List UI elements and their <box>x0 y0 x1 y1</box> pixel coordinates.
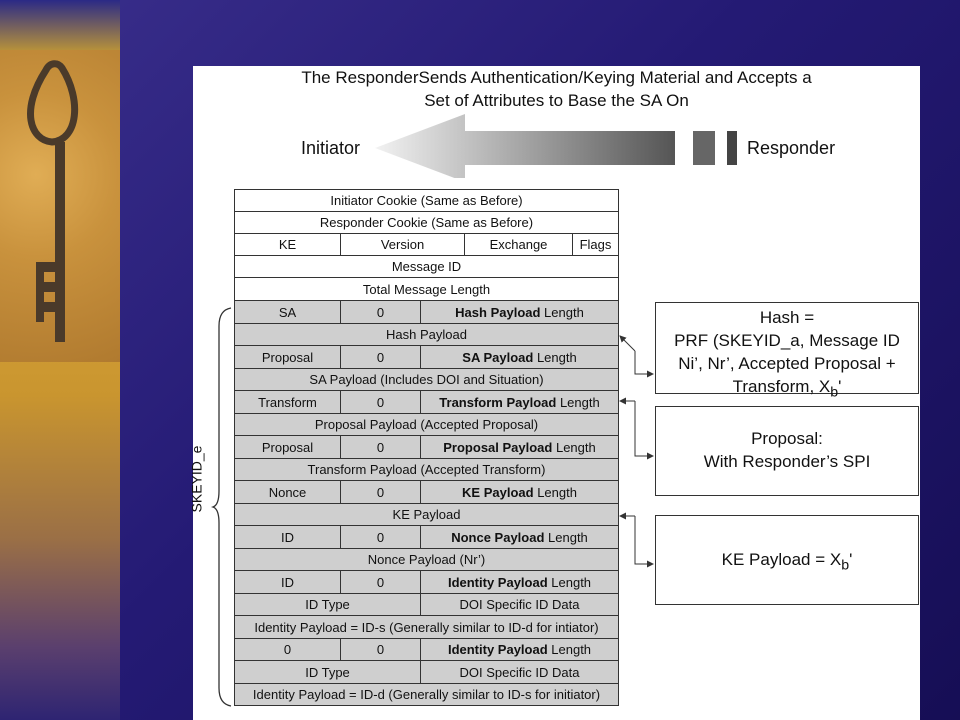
table-row <box>234 503 618 525</box>
table-row <box>234 413 618 435</box>
hash-line-4 <box>656 375 918 404</box>
cell-bold-text: Identity Payload <box>447 642 548 657</box>
table-cell: Proposal <box>234 345 341 369</box>
table-cell <box>420 345 619 369</box>
table-cell <box>420 480 619 504</box>
table-cell: KE Payload <box>234 503 619 526</box>
table-cell: SA <box>234 300 341 324</box>
key-photo <box>0 50 120 362</box>
title-line-2: Set of Attributes to Base the SA On <box>424 91 689 110</box>
table-cell: DOI Specific ID Data <box>420 593 619 616</box>
cell-bold-text: Hash Payload <box>455 304 541 320</box>
hash-line-4-end: ' <box>838 377 842 396</box>
hash-line-1: Hash = <box>759 308 815 327</box>
cell-bold-text: Identity Payload <box>447 574 548 590</box>
table-cell: ID Type <box>234 593 421 616</box>
table-cell <box>420 638 619 661</box>
proposal-line-1: Proposal: <box>751 429 823 448</box>
table-cell: Message ID <box>234 255 619 278</box>
diagram-slide <box>188 66 920 720</box>
table-cell: KE <box>234 233 341 256</box>
cell-rest-text: Length <box>533 484 577 500</box>
cell-bold-text: Proposal Payload <box>443 439 553 455</box>
table-row <box>234 255 618 277</box>
table-row <box>234 638 618 660</box>
table-cell: Initiator Cookie (Same as Before) <box>234 189 619 212</box>
table-row <box>234 458 618 480</box>
table-cell: Responder Cookie (Same as Before) <box>234 211 619 234</box>
skeyid-e-label: SKEYID_e <box>188 445 205 513</box>
cell-rest-text: Length <box>556 394 600 410</box>
table-row <box>234 570 618 593</box>
table-cell: Hash Payload <box>234 323 619 346</box>
table-cell: 0 <box>340 525 421 549</box>
cell-rest-text: Length <box>544 529 588 545</box>
proposal-line-2: With Responder’s SPI <box>703 452 871 471</box>
table-row <box>234 480 618 503</box>
ke-end: ' <box>849 550 853 569</box>
slide-title <box>173 66 940 112</box>
cell-rest-text: Length <box>540 304 584 320</box>
table-row <box>234 615 618 638</box>
table-cell <box>420 300 619 324</box>
hash-line-2: PRF (SKEYID_a, Message ID <box>674 331 900 350</box>
table-row <box>234 345 618 368</box>
table-cell: Transform <box>234 390 341 414</box>
table-row <box>234 323 618 345</box>
table-cell: 0 <box>340 435 421 459</box>
table-cell: 0 <box>340 390 421 414</box>
table-cell: Transform Payload (Accepted Transform) <box>234 458 619 481</box>
cell-bold-text: KE Payload <box>462 484 534 500</box>
table-cell <box>420 570 619 594</box>
cell-bold-text: Transform Payload <box>439 394 557 410</box>
table-row <box>234 548 618 570</box>
table-cell: Proposal <box>234 435 341 459</box>
table-cell: Identity Payload = ID-d (Generally similar to ID-s for initiator) <box>234 683 619 706</box>
hash-line-4-sub: b <box>830 384 839 401</box>
flow-arrow <box>375 114 755 178</box>
initiator-label: Initiator <box>301 138 361 158</box>
proposal-annotation-box <box>655 406 919 496</box>
table-cell: ID Type <box>234 660 421 684</box>
table-row <box>234 593 618 615</box>
table-cell: Proposal Payload (Accepted Proposal) <box>234 413 619 436</box>
table-cell: Identity Payload = ID-s (Generally similar to ID-d for intiator) <box>234 615 619 639</box>
table-cell: 0 <box>340 480 421 504</box>
table-cell <box>420 390 619 414</box>
title-line-1: The ResponderSends Authentication/Keying Material and Accepts a <box>301 68 812 87</box>
cell-rest-text: Length <box>547 574 592 590</box>
hash-line-4-text: Transform, X <box>732 377 831 396</box>
table-cell: ID <box>234 525 341 549</box>
responder-label: Responder <box>747 138 836 158</box>
connector-arrows <box>617 326 657 586</box>
key-icon <box>0 50 120 362</box>
cell-bold-text: Nonce Payload <box>451 529 545 545</box>
table-row <box>234 390 618 413</box>
table-row <box>234 277 618 300</box>
cell-rest-text: Length <box>547 642 592 657</box>
table-cell <box>420 435 619 459</box>
hash-line-3: Ni’, Nr’, Accepted Proposal + <box>678 354 896 373</box>
table-cell: Version <box>340 233 465 256</box>
table-cell <box>420 525 619 549</box>
ke-text: KE Payload = X <box>721 550 842 569</box>
table-cell: 0 <box>340 570 421 594</box>
cell-bold-text: SA Payload <box>462 349 534 365</box>
table-cell: ID <box>234 570 341 594</box>
table-cell: 0 <box>340 638 421 661</box>
table-row <box>234 189 618 211</box>
table-row <box>234 233 618 255</box>
hash-annotation-box <box>655 302 919 401</box>
brace-icon <box>211 306 235 708</box>
table-cell: DOI Specific ID Data <box>420 660 619 684</box>
ke-annotation-box <box>655 515 919 605</box>
table-cell: SA Payload (Includes DOI and Situation) <box>234 368 619 391</box>
table-cell: 0 <box>340 345 421 369</box>
table-row <box>234 435 618 458</box>
table-row <box>234 525 618 548</box>
table-cell: Nonce Payload (Nr’) <box>234 548 619 571</box>
table-cell: Exchange <box>464 233 573 256</box>
table-cell: Nonce <box>234 480 341 504</box>
table-row <box>234 211 618 233</box>
table-row <box>234 368 618 390</box>
table-row <box>234 660 618 683</box>
table-cell: 0 <box>340 300 421 324</box>
table-cell: Flags <box>572 233 619 256</box>
table-row <box>234 300 618 323</box>
cell-rest-text: Length <box>552 439 596 455</box>
table-cell: 0 <box>234 638 341 661</box>
table-cell: Total Message Length <box>234 277 619 301</box>
cell-rest-text: Length <box>533 349 577 365</box>
table-row <box>234 683 618 705</box>
ke-sub: b <box>841 557 850 574</box>
